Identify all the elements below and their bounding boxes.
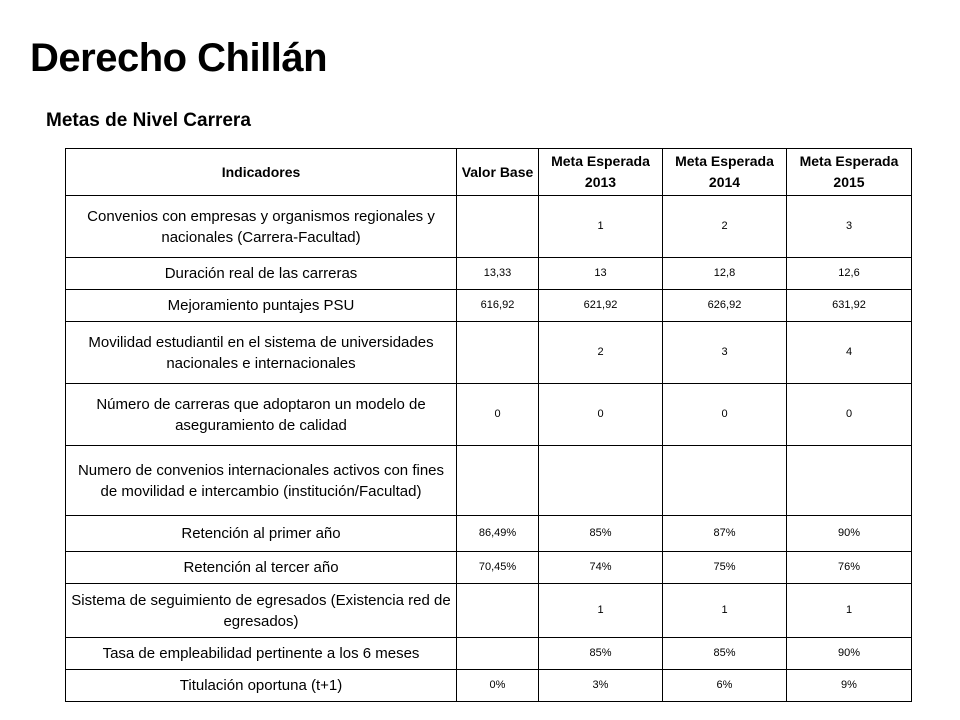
table-row (66, 290, 912, 322)
cell-indicador: Mejoramiento puntajes PSU (66, 290, 457, 322)
table-row (66, 446, 912, 516)
header-meta-2014: Meta Esperada 2014 (663, 149, 787, 196)
cell-indicador: Sistema de seguimiento de egresados (Existencia red de egresados) (66, 584, 457, 638)
metas-table (65, 148, 912, 702)
cell-meta-2015: 3 (787, 196, 912, 258)
table-row (66, 322, 912, 384)
cell-meta-2014: 3 (663, 322, 787, 384)
table-row (66, 196, 912, 258)
cell-meta-2015: 90% (787, 638, 912, 670)
cell-meta-2013: 621,92 (539, 290, 663, 322)
cell-meta-2015: 4 (787, 322, 912, 384)
header-valor-base: Valor Base (457, 149, 539, 196)
cell-meta-2014: 85% (663, 638, 787, 670)
header-indicadores: Indicadores (66, 149, 457, 196)
table-row (66, 258, 912, 290)
table-row (66, 516, 912, 552)
cell-meta-2013: 1 (539, 196, 663, 258)
table-row (66, 638, 912, 670)
cell-valor-base: 70,45% (457, 552, 539, 584)
cell-meta-2014: 6% (663, 670, 787, 702)
cell-meta-2014: 0 (663, 384, 787, 446)
cell-meta-2013: 85% (539, 638, 663, 670)
cell-meta-2014: 75% (663, 552, 787, 584)
cell-meta-2014 (663, 446, 787, 516)
cell-meta-2013: 85% (539, 516, 663, 552)
cell-meta-2015: 631,92 (787, 290, 912, 322)
cell-valor-base: 0 (457, 384, 539, 446)
table-row (66, 552, 912, 584)
cell-valor-base: 0% (457, 670, 539, 702)
cell-meta-2014: 87% (663, 516, 787, 552)
cell-valor-base (457, 322, 539, 384)
cell-meta-2014: 1 (663, 584, 787, 638)
cell-meta-2015: 1 (787, 584, 912, 638)
cell-indicador: Tasa de empleabilidad pertinente a los 6 meses (66, 638, 457, 670)
cell-indicador: Retención al tercer año (66, 552, 457, 584)
header-row (66, 149, 912, 196)
cell-valor-base: 13,33 (457, 258, 539, 290)
cell-meta-2015: 0 (787, 384, 912, 446)
table-row (66, 584, 912, 638)
cell-indicador: Convenios con empresas y organismos regionales y nacionales (Carrera-Facultad) (66, 196, 457, 258)
cell-meta-2014: 2 (663, 196, 787, 258)
cell-meta-2014: 626,92 (663, 290, 787, 322)
cell-meta-2013: 1 (539, 584, 663, 638)
header-meta-2013: Meta Esperada 2013 (539, 149, 663, 196)
cell-meta-2013: 13 (539, 258, 663, 290)
cell-meta-2015: 9% (787, 670, 912, 702)
page-subtitle: Metas de Nivel Carrera (46, 110, 251, 131)
cell-valor-base (457, 196, 539, 258)
cell-meta-2013: 3% (539, 670, 663, 702)
cell-meta-2013: 0 (539, 384, 663, 446)
cell-meta-2015 (787, 446, 912, 516)
table-row (66, 670, 912, 702)
table-body (66, 196, 912, 702)
cell-indicador: Movilidad estudiantil en el sistema de universidades nacionales e internacionales (66, 322, 457, 384)
cell-valor-base (457, 584, 539, 638)
table-row (66, 384, 912, 446)
cell-indicador: Retención al primer año (66, 516, 457, 552)
header-meta-2015: Meta Esperada 2015 (787, 149, 912, 196)
cell-indicador: Duración real de las carreras (66, 258, 457, 290)
cell-indicador: Titulación oportuna (t+1) (66, 670, 457, 702)
cell-valor-base: 616,92 (457, 290, 539, 322)
cell-meta-2015: 76% (787, 552, 912, 584)
table-header (66, 149, 912, 196)
cell-valor-base: 86,49% (457, 516, 539, 552)
cell-meta-2014: 12,8 (663, 258, 787, 290)
cell-meta-2013 (539, 446, 663, 516)
cell-meta-2013: 2 (539, 322, 663, 384)
cell-indicador: Numero de convenios internacionales activos con fines de movilidad e intercambio (institución/Facultad) (66, 446, 457, 516)
page-title: Derecho Chillán (30, 36, 328, 80)
cell-valor-base (457, 446, 539, 516)
cell-valor-base (457, 638, 539, 670)
cell-meta-2015: 90% (787, 516, 912, 552)
cell-meta-2013: 74% (539, 552, 663, 584)
cell-indicador: Número de carreras que adoptaron un modelo de aseguramiento de calidad (66, 384, 457, 446)
cell-meta-2015: 12,6 (787, 258, 912, 290)
